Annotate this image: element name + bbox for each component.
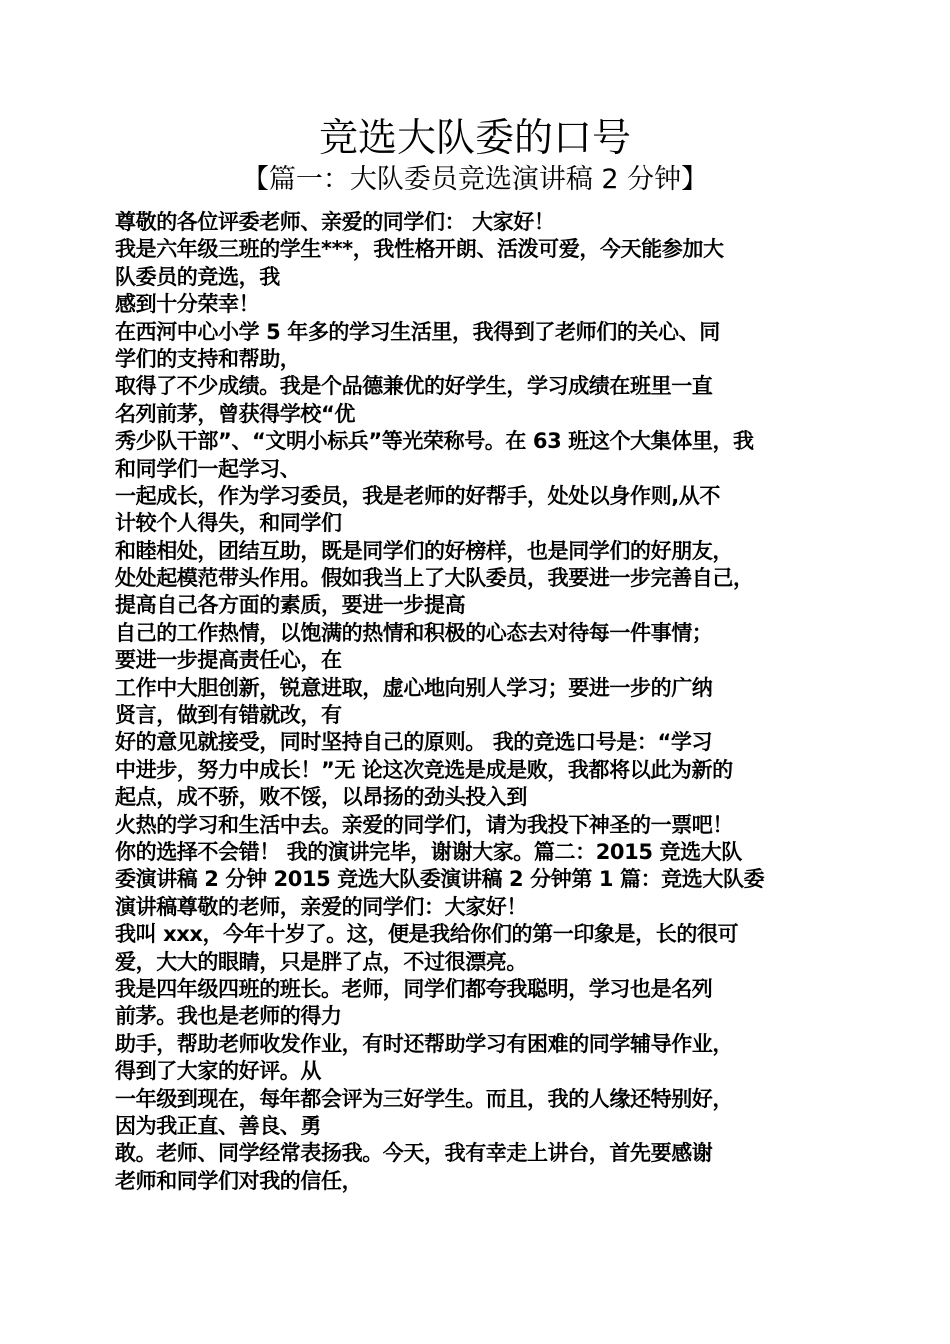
body-line: 我是四年级四班的班长。老师，同学们都夸我聪明，学习也是名列 <box>115 976 713 1001</box>
body-line: 要进一步提高责任心，在 <box>115 648 342 673</box>
body-line: 老师和同学们对我的信任， <box>115 1168 363 1193</box>
body-line: 我叫 xxx，今年十岁了。这，便是我给你们的第一印象是，长的很可 <box>115 922 739 947</box>
body-line: 尊敬的各位评委老师、亲爱的同学们： 大家好！ <box>115 210 555 234</box>
body-line: 火热的学习和生活中去。亲爱的同学们，请为我投下神圣的一票吧！ <box>115 812 733 837</box>
body-line: 一起成长，作为学习委员，我是老师的好帮手，处处以身作则,从不 <box>115 483 720 508</box>
body-line: 你的选择不会错！ 我的演讲完毕，谢谢大家。篇二：2015 竞选大队 <box>115 839 742 864</box>
body-line: 贤言，做到有错就改，有 <box>115 703 342 728</box>
body-line: 和同学们一起学习、 <box>115 456 301 481</box>
body-line: 得到了大家的好评。从 <box>115 1059 321 1084</box>
body-line: 秀少队干部”、“文明小标兵”等光荣称号。在 63 班这个大集体里，我 <box>115 429 754 454</box>
document-title: 竞选大队委的口号 <box>318 116 631 161</box>
body-line: 演讲稿尊敬的老师，亲爱的同学们：大家好！ <box>115 894 527 919</box>
body-line: 工作中大胆创新，锐意进取，虚心地向别人学习；要进一步的广纳 <box>115 675 713 700</box>
body-line: 感到十分荣幸！ <box>115 292 260 317</box>
body-line: 提高自己各方面的素质，要进一步提高 <box>115 593 466 618</box>
body-line: 中进步，努力中成长！”无 论这次竞选是成是败，我都将以此为新的 <box>115 757 733 782</box>
body-line: 敢。老师、同学经常表扬我。今天，我有幸走上讲台，首先要感谢 <box>115 1141 713 1166</box>
body-line: 名列前茅，曾获得学校“优 <box>115 401 356 426</box>
document-body <box>115 209 855 1195</box>
body-line: 起点，成不骄，败不馁，以昂扬的劲头投入到 <box>115 785 527 810</box>
body-line: 助手，帮助老师收发作业，有时还帮助学习有困难的同学辅导作业， <box>115 1031 733 1056</box>
body-line: 取得了不少成绩。我是个品德兼优的好学生，学习成绩在班里一直 <box>115 374 713 399</box>
body-line: 前茅。我也是老师的得力 <box>115 1004 342 1029</box>
body-line: 自己的工作热情，以饱满的热情和积极的心态去对待每一件事情； <box>115 620 713 645</box>
body-line: 在西河中心小学 5 年多的学习生活里，我得到了老师们的关心、同 <box>115 319 720 344</box>
body-line: 我是六年级三班的学生***，我性格开朗、活泼可爱，今天能参加大 <box>115 237 724 262</box>
body-line: 一年级到现在，每年都会评为三好学生。而且，我的人缘还特别好， <box>115 1086 733 1111</box>
body-line: 队委员的竞选，我 <box>115 264 280 289</box>
body-line: 学们的支持和帮助， <box>115 346 301 371</box>
document-subtitle: 【篇一：大队委员竞选演讲稿 2 分钟】 <box>241 164 709 195</box>
body-line: 爱，大大的眼睛，只是胖了点，不过很漂亮。 <box>115 949 527 974</box>
body-line: 委演讲稿 2 分钟 2015 竞选大队委演讲稿 2 分钟第 1 篇：竞选大队委 <box>115 867 765 892</box>
body-line: 因为我正直、善良、勇 <box>115 1113 321 1138</box>
body-line: 计较个人得失，和同学们 <box>115 511 342 536</box>
body-line: 处处起模范带头作用。假如我当上了大队委员，我要进一步完善自己， <box>115 566 754 591</box>
body-line: 和睦相处，团结互助，既是同学们的好榜样，也是同学们的好朋友， <box>115 538 733 563</box>
body-line: 好的意见就接受，同时坚持自己的原则。 我的竞选口号是：“学习 <box>115 730 713 755</box>
